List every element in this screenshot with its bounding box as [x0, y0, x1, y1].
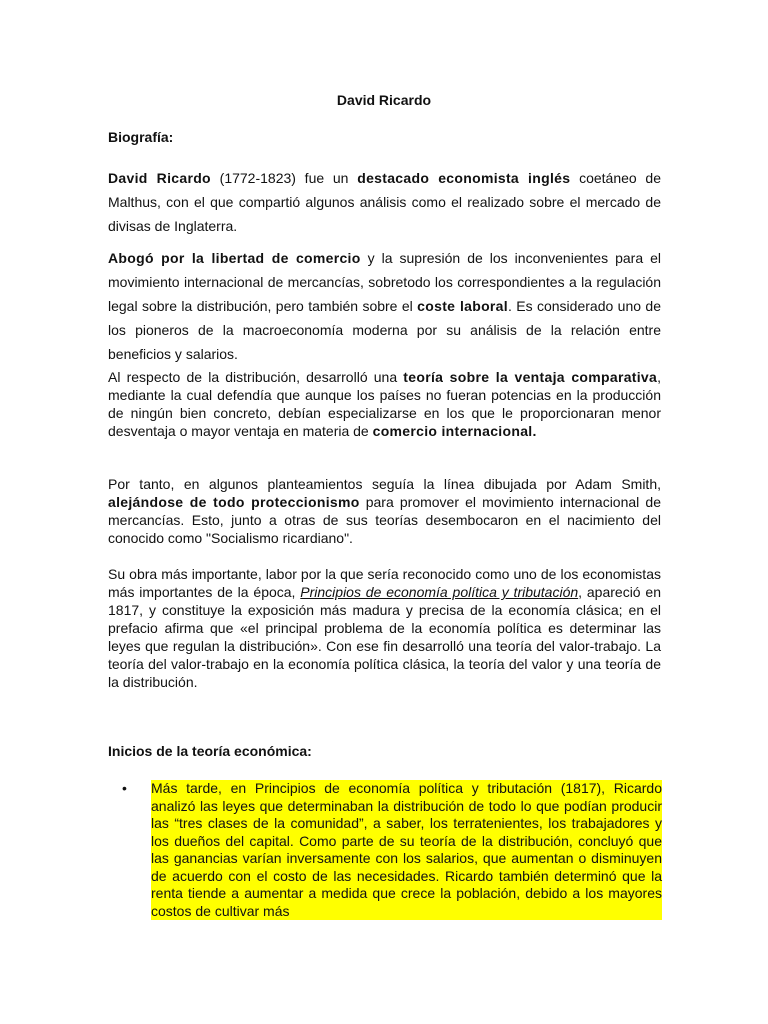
highlighted-text: Más tarde, en Principios de economía política y tributación (1817), Ricardo analizó las leyes que determinaban la distribución de todo lo que podían producir las “tres clases de la comunidad”, a saber, los terratenientes, los trabajadores y los dueños del capital. Como parte de su teoría de la distribución, concluyó que las ganancias varían inversamente con los salarios, que aumentan o disminuyen de acuerdo con el costo de las necesidades. Ricardo también determinó que la renta tiende a aumentar a medida que crece la población, debido a los mayores costos de cultivar más	[151, 780, 662, 919]
bold-text: David Ricardo	[108, 170, 211, 186]
biografia-paragraph-1	[108, 166, 661, 238]
bold-text: alejándose de todo proteccionismo	[108, 494, 360, 510]
inicios-heading: Inicios de la teoría económica:	[108, 743, 312, 759]
body-text: y la supresión de los inconvenientes para el movimiento internacional de mercancías, sobretodo los correspondientes a la regulación legal sobre la distribución, pero también sobre el	[108, 250, 661, 314]
bold-text: comercio internacional.	[372, 423, 537, 439]
body-text: , apareció en 1817, y constituye la exposición más madura y precisa de la economía clásica; en el prefacio afirma que «el principal problema de la economía política es determinar las leyes que regulan la distribución». Con ese fin desarrolló una teoría del valor-trabajo. La teoría del valor-trabajo en la economía política clásica, la teoría del valor y una teoría de la distribución.	[108, 584, 661, 690]
obra-paragraph	[108, 565, 661, 691]
book-title-link[interactable]: Principios de economía política y tributación	[300, 584, 579, 600]
biografia-heading: Biografía:	[108, 129, 174, 145]
body-text: , mediante la cual defendía que aunque los países no fueran potencias en la producción de ningún bien concreto, debían especializarse en los que le proporcionaran menor desventaja o mayor ventaja en materia de	[108, 369, 661, 439]
proteccionismo-paragraph	[108, 475, 661, 547]
body-text: Por tanto, en algunos planteamientos seguía la línea dibujada por Adam Smith,	[108, 476, 661, 492]
bold-text: destacado economista inglés	[357, 170, 571, 186]
body-text: . Es considerado uno de los pioneros de la macroeconomía moderna por su análisis de la relación entre beneficios y salarios.	[108, 298, 661, 362]
bold-text: Abogó por la libertad de comercio	[108, 250, 361, 266]
body-text: Al respecto de la distribución, desarrolló una	[108, 369, 404, 385]
list-item	[122, 780, 662, 920]
biografia-paragraph-2	[108, 246, 661, 366]
distribucion-paragraph	[108, 368, 661, 440]
body-text: coetáneo de Malthus, con el que compartió algunos análisis como el realizado sobre el mercado de divisas de Inglaterra.	[108, 170, 662, 234]
bullet-list	[122, 780, 662, 920]
document-title: David Ricardo	[336, 92, 432, 108]
bullet-icon: •	[122, 780, 127, 796]
body-text: para promover el movimiento internacional de mercancías. Esto, junto a otras de sus teorías desembocaron en el nacimiento del conocido como "Socialismo ricardiano".	[108, 494, 661, 546]
bold-text: coste laboral	[417, 298, 508, 314]
body-text: (1772-1823) fue un	[210, 170, 358, 186]
bold-text: teoría sobre la ventaja comparativa	[403, 369, 658, 385]
body-text: Su obra más importante, labor por la que sería reconocido como uno de los economistas más importantes de la época,	[108, 566, 661, 600]
